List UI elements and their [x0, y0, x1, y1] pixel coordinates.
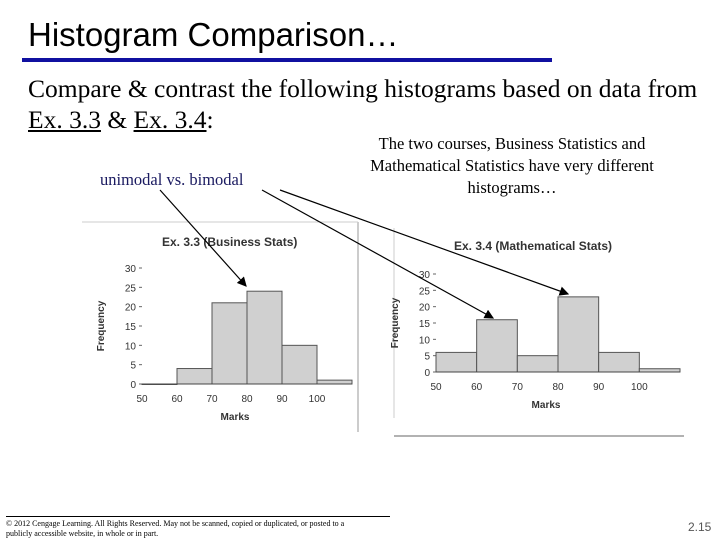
chart2-ytick-label: 5	[424, 351, 430, 363]
chart2-ytick-label: 30	[418, 270, 430, 281]
link-ex-3-3[interactable]: Ex. 3.3	[28, 105, 101, 134]
chart1-title: Ex. 3.3 (Business Stats)	[162, 235, 298, 249]
chart2-title: Ex. 3.4 (Mathematical Stats)	[454, 239, 613, 253]
chart2-xtick-label: 60	[471, 382, 483, 393]
chart1-ytick-label: 10	[124, 341, 136, 353]
body-sentence: Compare & contrast the following histograms based on data from	[28, 74, 698, 103]
chart1-y-axis-label: Frequency	[96, 300, 107, 352]
colon: :	[206, 105, 214, 134]
chart1-xtick-label: 80	[241, 394, 253, 405]
callout-text: The two courses, Business Statistics and Mathematical Statistics have very different histograms…	[370, 134, 654, 197]
chart1-xtick-label: 60	[171, 394, 183, 405]
chart1-xtick-label: 90	[276, 394, 288, 405]
chart2-xtick-label: 70	[511, 382, 523, 393]
arrow-to-math-peak-2	[280, 190, 568, 294]
chart2-xtick-label: 100	[630, 382, 648, 393]
chart2-ytick-label: 15	[418, 319, 430, 330]
chart1-xtick-label: 100	[308, 394, 326, 405]
chart2-ytick-label: 25	[418, 286, 430, 298]
comparison-label: unimodal vs. bimodal	[100, 170, 244, 189]
ampersand: &	[107, 105, 128, 134]
chart2-xtick-label: 80	[552, 382, 564, 393]
arrow-to-business-peak	[160, 190, 246, 286]
footer-rule	[6, 516, 390, 517]
chart2-x-axis-label: Marks	[531, 400, 561, 411]
chart1-ytick-label: 0	[130, 380, 136, 391]
chart1-x-axis-label: Marks	[220, 412, 250, 423]
copyright-notice: © 2012 Cengage Learning. All Rights Reserved. May not be scanned, copied or duplicated, or posted to a publicly accessible website, in whole or in part.	[6, 519, 345, 538]
chart2-ytick-label: 0	[424, 368, 430, 379]
slide-number: 2.15	[688, 520, 712, 534]
chart1-xtick-label: 70	[206, 394, 218, 405]
chart1-ytick-label: 20	[124, 302, 136, 314]
chart2-xtick-label: 50	[430, 382, 442, 393]
chart1-ytick-label: 5	[130, 360, 136, 372]
chart1-ytick-label: 30	[124, 264, 136, 275]
link-ex-3-4[interactable]: Ex. 3.4	[133, 105, 207, 134]
chart2-ytick-label: 10	[418, 335, 430, 347]
chart2-y-axis-label: Frequency	[390, 297, 401, 349]
chart2-ytick-label: 20	[418, 302, 430, 314]
chart1-ytick-label: 15	[124, 322, 136, 333]
chart1-ytick-label: 25	[124, 283, 136, 295]
chart2-xtick-label: 90	[593, 382, 605, 393]
slide-title: Histogram Comparison…	[28, 16, 399, 53]
chart1-xtick-label: 50	[136, 394, 148, 405]
